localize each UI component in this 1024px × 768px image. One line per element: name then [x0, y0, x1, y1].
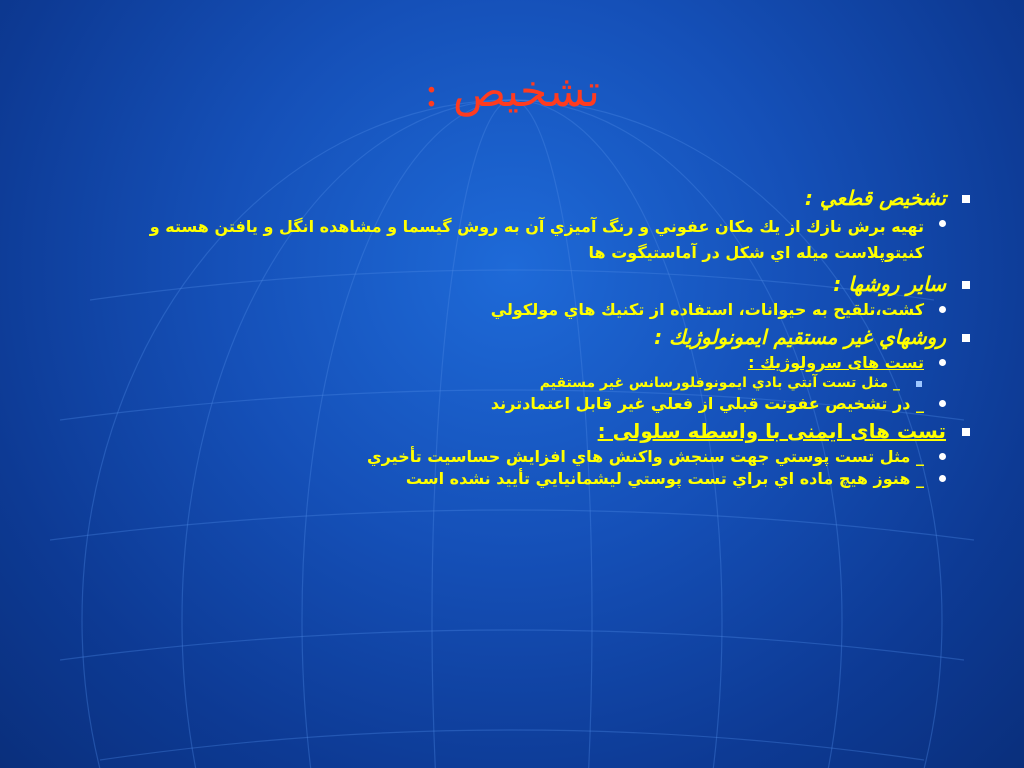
skin-test-example [60, 447, 972, 466]
slide-content [60, 180, 972, 491]
serology-reliability [60, 394, 972, 413]
serology-example [60, 375, 972, 391]
bullet-text: _ مثل تست آنتي بادي ايمونوفلورسانس غير مستقيم [539, 375, 900, 391]
dot-bullet-icon [939, 400, 946, 407]
dot-bullet-icon [939, 453, 946, 460]
dot-bullet-icon [939, 359, 946, 366]
square-bullet-icon [962, 281, 970, 289]
dot-bullet-icon [939, 306, 946, 313]
square-bullet-icon [962, 334, 970, 342]
serology-tests [60, 353, 972, 372]
bullet-text: ساير روشها : [833, 272, 946, 296]
bullet-text: _ هنوز هيچ ماده اي براي تست پوستي ليشمانيايي تأييد نشده است [405, 469, 924, 488]
definitive-diagnosis-detail [60, 214, 972, 266]
bullet-text: تشخيص قطعي : [804, 186, 946, 210]
skin-test-status [60, 469, 972, 488]
bullet-text: تست های سرولوژيك : [748, 353, 924, 372]
other-methods-detail [60, 300, 972, 319]
bullet-text: روشهاي غير مستقيم ايمونولوژيك : [654, 325, 946, 349]
dot-bullet-icon [939, 220, 946, 227]
square-bullet-icon [962, 195, 970, 203]
heading-other-methods [60, 272, 972, 296]
heading-indirect-immunological [60, 325, 972, 349]
dot-bullet-icon [939, 475, 946, 482]
heading-definitive-diagnosis [60, 186, 972, 210]
bullet-text: كشت،تلقيح به حيوانات، استفاده از تكنيك هاي مولكولي [490, 300, 924, 319]
bullet-text: تست های ايمنی با واسطه سلولی : [597, 419, 946, 443]
small-square-bullet-icon [916, 381, 922, 387]
square-bullet-icon [962, 428, 970, 436]
heading-cell-mediated-tests [60, 419, 972, 443]
bullet-text: تهيه برش نازك از يك مكان عفوني و رنگ آميزي آن به روش گيسما و مشاهده انگل و يافتن هسته و كنيتوپلاست ميله اي شكل در آماستيگوت ها [149, 217, 924, 262]
bullet-text: _ مثل تست پوستي جهت سنجش واكنش هاي افزايش حساسيت تأخيري [367, 447, 924, 466]
bullet-text: _ در تشخيص عفونت قبلي از فعلي غير قابل اعتمادترند [490, 394, 924, 413]
slide-title: تشخيص : [424, 66, 600, 117]
